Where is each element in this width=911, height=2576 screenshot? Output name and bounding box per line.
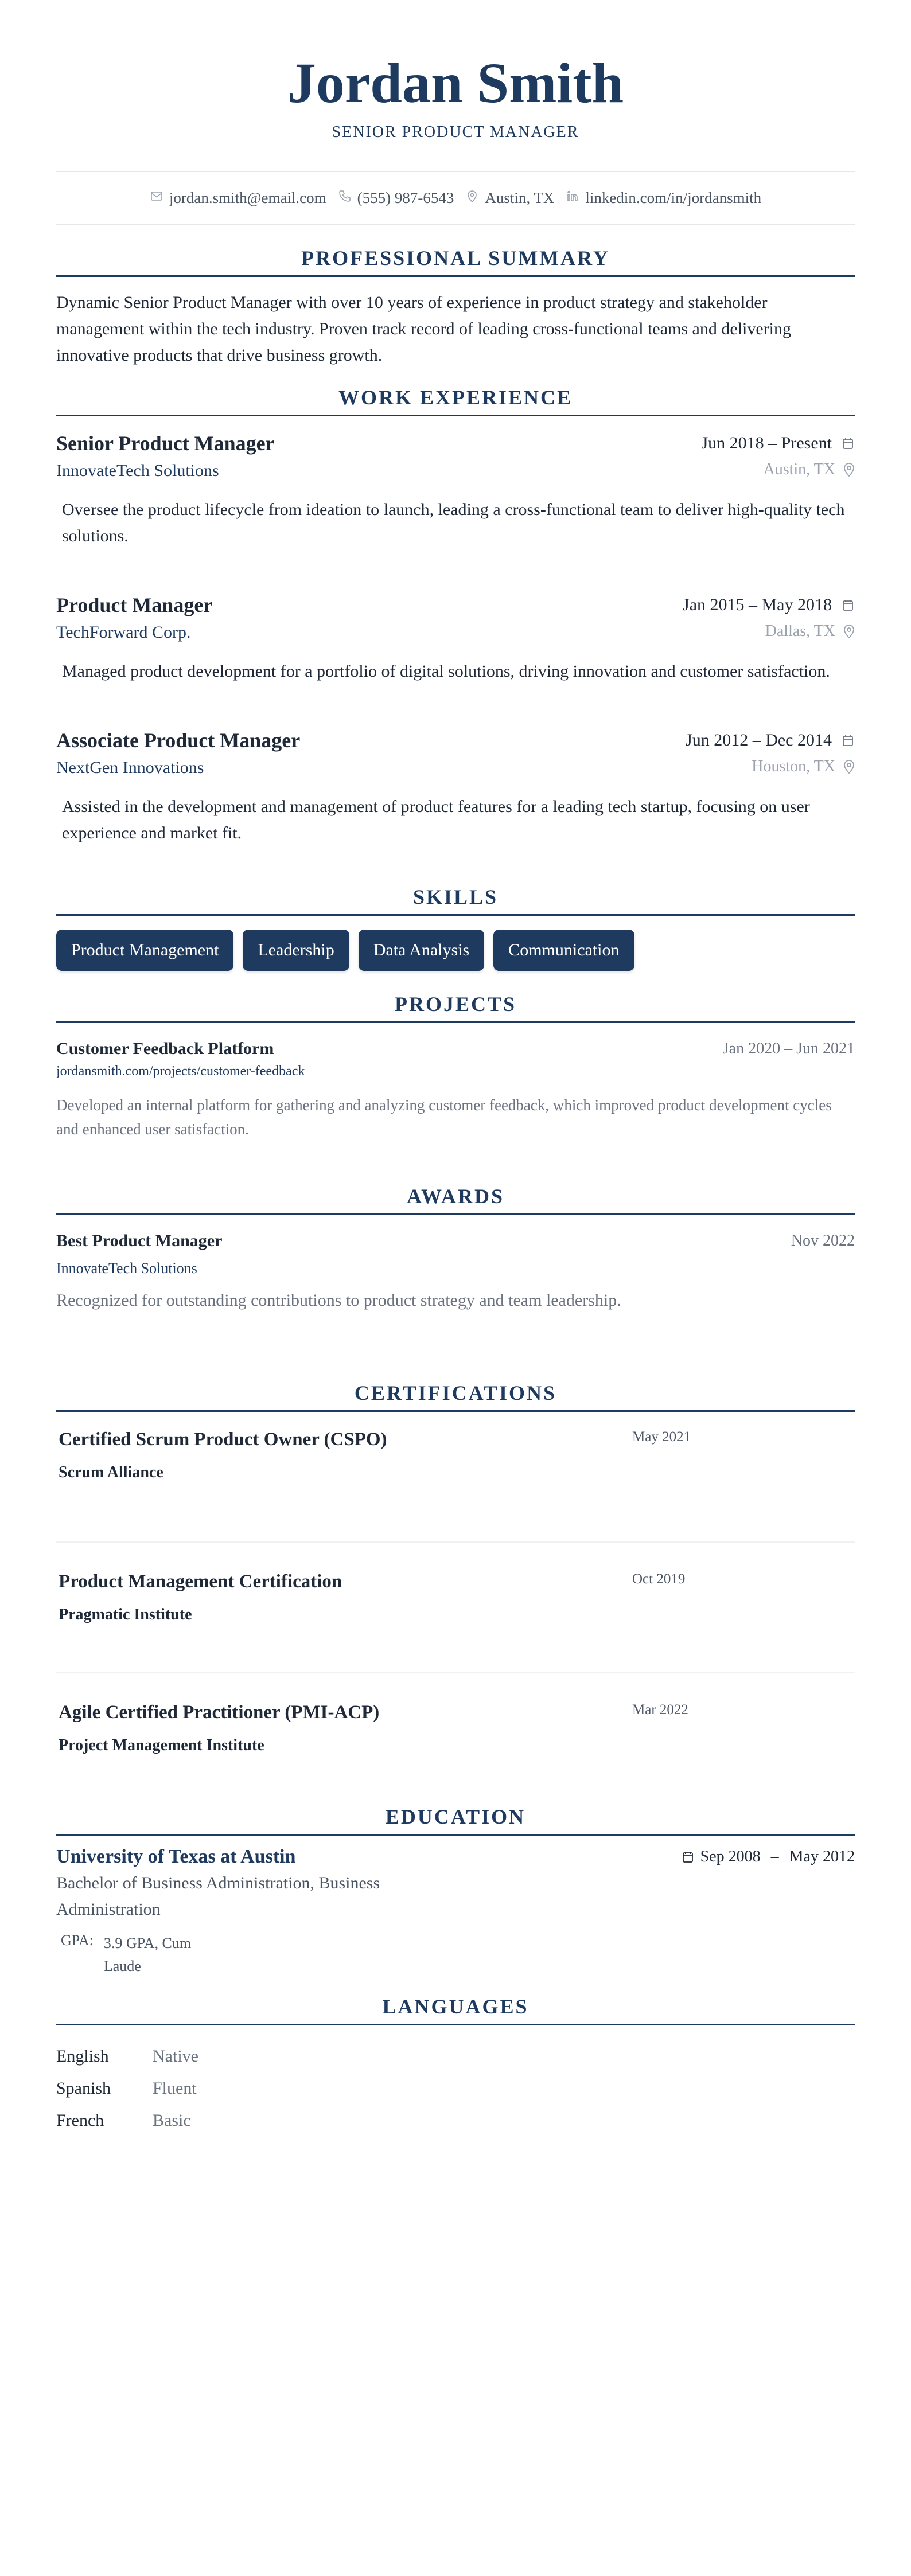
summary-text: Dynamic Senior Product Manager with over 10 years of experience in product strategy and stakeholder management within the tech industry. Proven track record of leading cross-functional teams and delivering innovative products that drive business growth. [56, 293, 791, 365]
section-divider [56, 275, 855, 277]
phone-icon [338, 189, 352, 207]
section-heading: AWARDS [406, 1185, 505, 1208]
calendar-icon [681, 1849, 695, 1864]
section-divider [56, 1834, 855, 1836]
education-entry [56, 1846, 855, 1978]
map-pin-icon [465, 189, 479, 207]
job-description: Assisted in the development and management of product features for a leading tech startup, focusing on user experience and market fit. [62, 797, 810, 842]
map-pin-icon [843, 624, 855, 639]
experience-section [56, 385, 855, 846]
project-link[interactable]: jordansmith.com/projects/customer-feedback [56, 1064, 305, 1079]
award-organization: InnovateTech Solutions [56, 1260, 197, 1277]
certification-name: Agile Certified Practitioner (PMI-ACP) [59, 1702, 380, 1723]
calendar-icon [841, 598, 855, 612]
certification-entry [56, 1412, 855, 1543]
section-heading: PROJECTS [394, 993, 517, 1016]
skills-section [56, 884, 855, 971]
job-title: Product Manager [56, 594, 213, 616]
candidate-name: Jordan Smith [287, 51, 624, 115]
section-divider [56, 914, 855, 916]
company-name: TechForward Corp. [56, 623, 191, 642]
certification-name: Certified Scrum Product Owner (CSPO) [59, 1429, 387, 1450]
job-dates: Jan 2015 – May 2018 [683, 595, 855, 615]
award-title: Best Product Manager [56, 1231, 223, 1250]
degree: Bachelor of Business Administration, Business Administration [56, 1874, 380, 1919]
language-level: Basic [153, 2111, 191, 2130]
projects-section [56, 992, 855, 1141]
section-heading: CERTIFICATIONS [354, 1381, 557, 1404]
certification-issuer: Pragmatic Institute [59, 1606, 192, 1623]
certification-issuer: Scrum Alliance [59, 1463, 163, 1481]
project-entry [56, 1039, 855, 1141]
contact-email[interactable] [150, 189, 326, 207]
job-location: Austin, TX [764, 460, 855, 479]
skill-tag: Product Management [56, 930, 233, 971]
phone-text: (555) 987-6543 [357, 189, 454, 206]
job-title: Associate Product Manager [56, 729, 301, 752]
certification-date: Mar 2022 [632, 1702, 688, 1718]
project-dates: Jan 2020 – Jun 2021 [722, 1040, 855, 1057]
linkedin-icon [566, 189, 579, 207]
language-name: Spanish [56, 2079, 111, 2098]
company-name: InnovateTech Solutions [56, 461, 219, 480]
section-heading: PROFESSIONAL SUMMARY [301, 247, 610, 270]
certifications-list [56, 1412, 855, 1804]
skill-tag: Data Analysis [359, 930, 484, 971]
job-entry [56, 430, 855, 549]
section-heading: LANGUAGES [382, 1995, 529, 2018]
gpa-label: GPA: [61, 1932, 94, 1949]
section-divider [56, 415, 855, 416]
certification-date: Oct 2019 [632, 1571, 686, 1587]
section-heading: EDUCATION [385, 1805, 526, 1828]
certification-date: May 2021 [632, 1429, 691, 1445]
contact-phone[interactable] [338, 189, 454, 207]
awards-section [56, 1184, 855, 1310]
language-name: English [56, 2047, 109, 2066]
map-pin-icon [843, 462, 855, 477]
section-heading: WORK EXPERIENCE [338, 386, 573, 409]
project-title: Customer Feedback Platform [56, 1039, 274, 1058]
job-title: Senior Product Manager [56, 432, 275, 455]
award-entry [56, 1231, 855, 1310]
contact-linkedin[interactable] [566, 189, 761, 207]
job-entry [56, 592, 855, 685]
school-name: University of Texas at Austin [56, 1846, 296, 1867]
certification-entry [56, 1673, 855, 1804]
job-location: Dallas, TX [765, 622, 855, 641]
certifications-section [56, 1380, 855, 1804]
section-divider [56, 1213, 855, 1215]
location-text: Austin, TX [485, 189, 555, 206]
certification-name: Product Management Certification [59, 1571, 342, 1592]
section-heading: SKILLS [412, 885, 499, 908]
job-dates: Jun 2012 – Dec 2014 [686, 731, 855, 750]
languages-list [56, 2040, 855, 2137]
skills-list [56, 930, 855, 971]
award-date: Nov 2022 [791, 1232, 855, 1250]
map-pin-icon [843, 759, 855, 774]
contact-bar [56, 171, 855, 225]
company-name: NextGen Innovations [56, 758, 204, 777]
language-row [56, 2040, 855, 2072]
skill-tag: Communication [493, 930, 634, 971]
summary-section [56, 245, 855, 369]
languages-section [56, 1994, 855, 2137]
gpa-row [56, 1932, 855, 1978]
certification-entry [56, 1543, 855, 1673]
education-section [56, 1804, 855, 1978]
language-name: French [56, 2111, 104, 2130]
resume-header [56, 0, 855, 225]
job-location: Houston, TX [752, 758, 855, 776]
mail-icon [150, 189, 163, 207]
calendar-icon [841, 436, 855, 451]
job-description: Managed product development for a portfolio of digital solutions, driving innovation and customer satisfaction. [62, 662, 830, 681]
contact-location [465, 189, 554, 207]
language-row [56, 2105, 855, 2137]
linkedin-text: linkedin.com/in/jordansmith [585, 189, 762, 206]
email-text: jordan.smith@email.com [169, 189, 326, 206]
job-entry [56, 727, 855, 846]
gpa-value: 3.9 GPA, Cum Laude [103, 1935, 192, 1974]
skill-tag: Leadership [243, 930, 349, 971]
certification-issuer: Project Management Institute [59, 1736, 264, 1754]
calendar-icon [841, 733, 855, 748]
job-description: Oversee the product lifecycle from ideation to launch, leading a cross-functional team to deliver high-quality tech solutions. [62, 500, 845, 545]
section-divider [56, 1021, 855, 1023]
candidate-title: SENIOR PRODUCT MANAGER [332, 123, 579, 141]
award-description: Recognized for outstanding contributions to product strategy and team leadership. [56, 1291, 621, 1310]
language-level: Native [153, 2047, 198, 2066]
language-level: Fluent [153, 2079, 197, 2098]
language-row [56, 2072, 855, 2105]
section-divider [56, 2024, 855, 2025]
project-description: Developed an internal platform for gathering and analyzing customer feedback, which improved product development cycles and enhanced user satisfaction. [56, 1096, 832, 1138]
job-dates: Jun 2018 – Present [702, 434, 855, 453]
education-dates: Sep 2008 – May 2012 [681, 1848, 855, 1866]
